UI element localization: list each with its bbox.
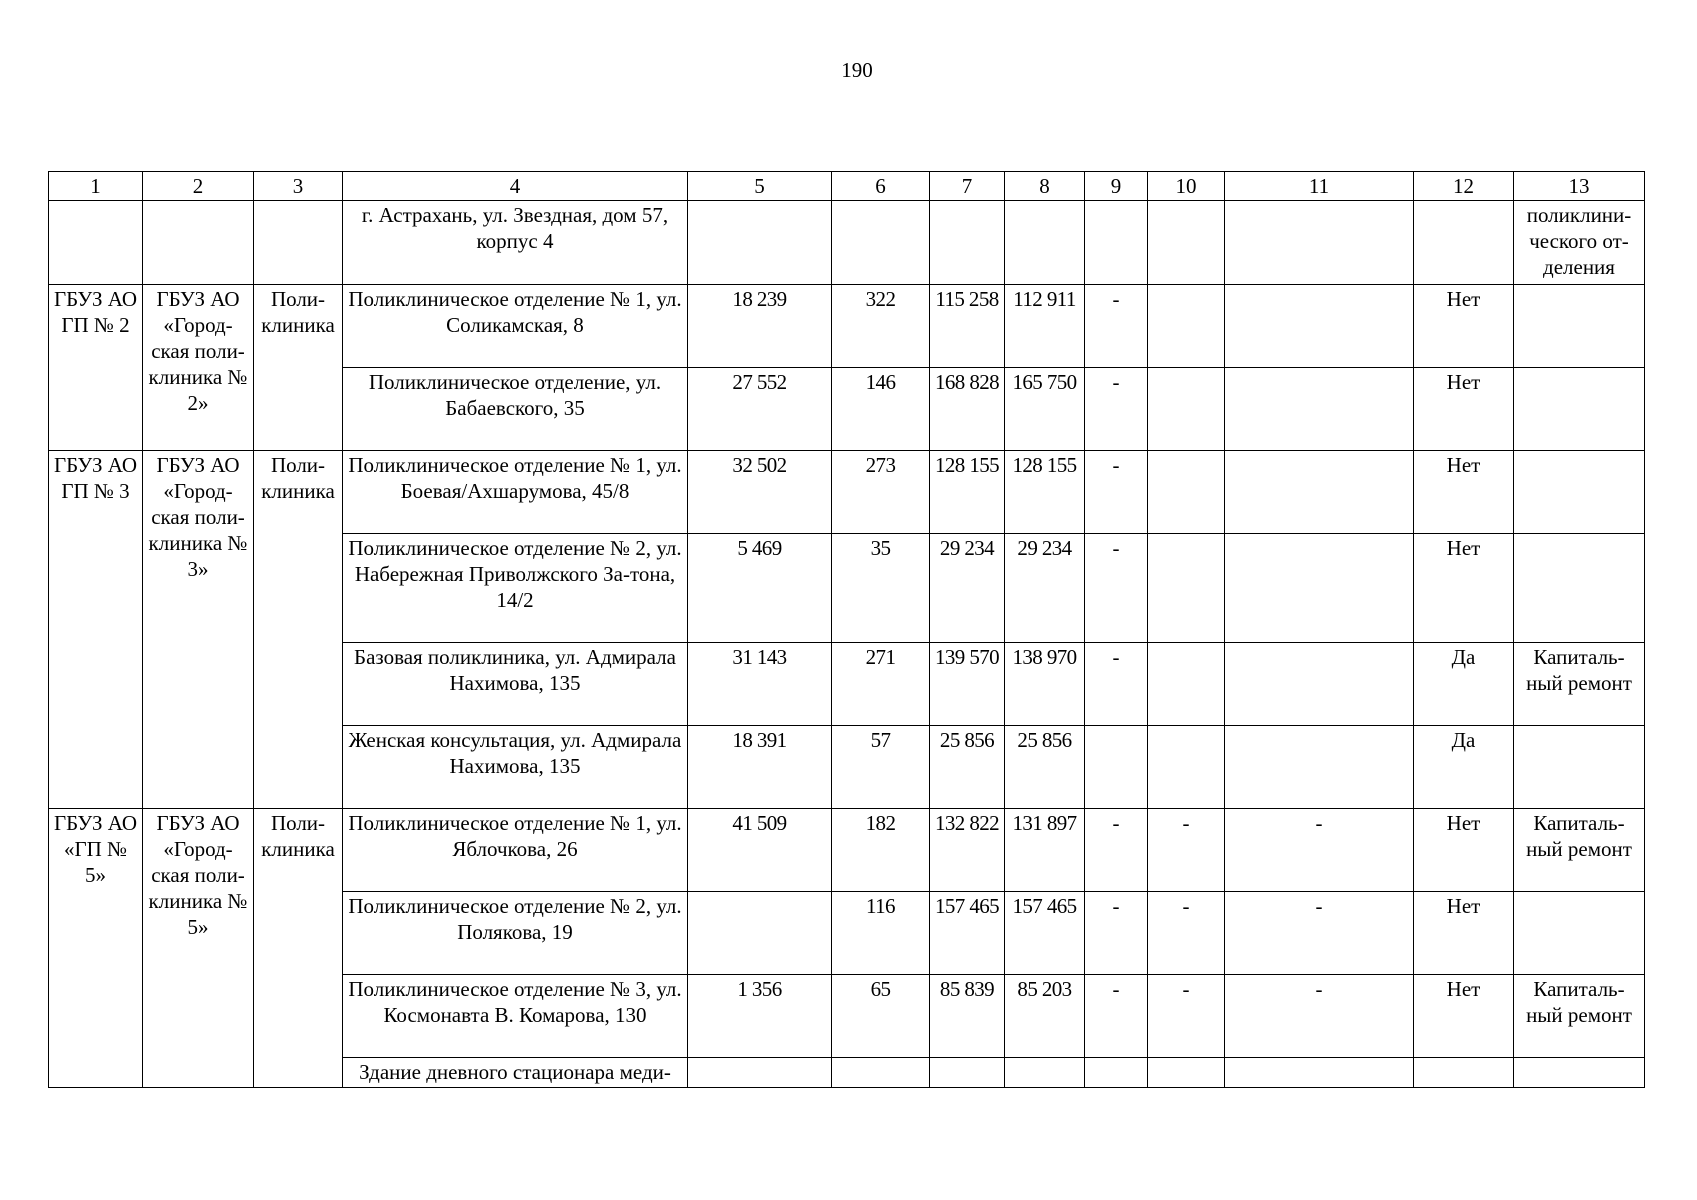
cell-col6: 57 <box>832 726 930 809</box>
cell-col13: Капиталь-ный ремонт <box>1514 643 1645 726</box>
cell-col5 <box>688 201 832 285</box>
cell-org-full: ГБУЗ АО «Город-ская поли-клиника № 5» <box>143 809 254 1088</box>
column-number: 8 <box>1005 172 1085 201</box>
cell-address: Поликлиническое отделение, ул. Бабаевского, 35 <box>343 368 688 451</box>
cell-col12: Нет <box>1414 368 1514 451</box>
cell-col7: 132 822 <box>930 809 1005 892</box>
cell-col12: Да <box>1414 726 1514 809</box>
cell-address: Поликлиническое отделение № 2, ул. Полякова, 19 <box>343 892 688 975</box>
cell-col6: 271 <box>832 643 930 726</box>
cell-col13: поликлини-ческого от-деления <box>1514 201 1645 285</box>
cell-col9: - <box>1085 285 1148 368</box>
cell-col11 <box>1225 534 1414 643</box>
cell-col8: 157 465 <box>1005 892 1085 975</box>
cell-address: Поликлиническое отделение № 3, ул. Космонавта В. Комарова, 130 <box>343 975 688 1058</box>
cell-col13 <box>1514 285 1645 368</box>
cell-col7 <box>930 1058 1005 1088</box>
cell-col6: 116 <box>832 892 930 975</box>
cell-col11 <box>1225 285 1414 368</box>
column-number: 7 <box>930 172 1005 201</box>
cell-col7: 29 234 <box>930 534 1005 643</box>
cell-col10 <box>1148 285 1225 368</box>
column-number: 6 <box>832 172 930 201</box>
cell-col10 <box>1148 201 1225 285</box>
cell-col7: 128 155 <box>930 451 1005 534</box>
cell-col6: 35 <box>832 534 930 643</box>
cell-col11 <box>1225 643 1414 726</box>
cell-col6: 65 <box>832 975 930 1058</box>
cell-col6: 322 <box>832 285 930 368</box>
cell-col7: 168 828 <box>930 368 1005 451</box>
cell-col11: - <box>1225 892 1414 975</box>
page-number: 190 <box>841 58 873 82</box>
cell-col8: 25 856 <box>1005 726 1085 809</box>
cell-col12: Нет <box>1414 285 1514 368</box>
column-number: 2 <box>143 172 254 201</box>
cell-col10 <box>1148 534 1225 643</box>
cell-col8: 29 234 <box>1005 534 1085 643</box>
cell-col13: Капиталь-ный ремонт <box>1514 975 1645 1058</box>
cell-col5: 41 509 <box>688 809 832 892</box>
cell-type: Поли-клиника <box>254 451 343 809</box>
cell-col12 <box>1414 1058 1514 1088</box>
cell-org-short: ГБУЗ АО ГП № 2 <box>49 285 143 451</box>
cell-address: г. Астрахань, ул. Звездная, дом 57, корпус 4 <box>343 201 688 285</box>
cell-col10 <box>1148 726 1225 809</box>
cell-col10 <box>1148 368 1225 451</box>
cell-col7: 25 856 <box>930 726 1005 809</box>
table-row <box>49 451 1645 534</box>
column-number: 1 <box>49 172 143 201</box>
cell-col11: - <box>1225 809 1414 892</box>
cell-col9 <box>1085 726 1148 809</box>
cell-col5: 1 356 <box>688 975 832 1058</box>
cell-col8: 112 911 <box>1005 285 1085 368</box>
cell-col10: - <box>1148 975 1225 1058</box>
cell-col8 <box>1005 1058 1085 1088</box>
cell-col7: 85 839 <box>930 975 1005 1058</box>
cell-col9: - <box>1085 892 1148 975</box>
cell-col12 <box>1414 201 1514 285</box>
column-number: 4 <box>343 172 688 201</box>
cell-col11: - <box>1225 975 1414 1058</box>
cell-org-short: ГБУЗ АО «ГП № 5» <box>49 809 143 1088</box>
cell-col6 <box>832 201 930 285</box>
cell-col6: 146 <box>832 368 930 451</box>
cell-address: Поликлиническое отделение № 1, ул. Яблочкова, 26 <box>343 809 688 892</box>
cell-col11 <box>1225 201 1414 285</box>
cell-col10 <box>1148 1058 1225 1088</box>
cell-col5: 32 502 <box>688 451 832 534</box>
cell-org-short: ГБУЗ АО ГП № 3 <box>49 451 143 809</box>
column-number: 9 <box>1085 172 1148 201</box>
cell-col10: - <box>1148 892 1225 975</box>
cell-col5: 18 391 <box>688 726 832 809</box>
cell-address: Здание дневного стационара меди- <box>343 1058 688 1088</box>
cell-col6: 182 <box>832 809 930 892</box>
cell-col5: 5 469 <box>688 534 832 643</box>
column-number: 12 <box>1414 172 1514 201</box>
table-row <box>49 809 1645 892</box>
cell-empty <box>254 201 343 285</box>
column-number: 11 <box>1225 172 1414 201</box>
cell-empty <box>143 201 254 285</box>
cell-address: Поликлиническое отделение № 2, ул. Набережная Приволжского За-тона, 14/2 <box>343 534 688 643</box>
cell-address: Поликлиническое отделение № 1, ул. Боевая/Ахшарумова, 45/8 <box>343 451 688 534</box>
cell-address: Базовая поликлиника, ул. Адмирала Нахимова, 135 <box>343 643 688 726</box>
cell-type: Поли-клиника <box>254 809 343 1088</box>
table-row <box>49 285 1645 368</box>
cell-col9: - <box>1085 368 1148 451</box>
cell-col7 <box>930 201 1005 285</box>
cell-col5 <box>688 1058 832 1088</box>
cell-col11 <box>1225 1058 1414 1088</box>
cell-col9: - <box>1085 809 1148 892</box>
cell-col7: 157 465 <box>930 892 1005 975</box>
facilities-table <box>48 171 1645 1088</box>
cell-col8: 131 897 <box>1005 809 1085 892</box>
cell-col9: - <box>1085 534 1148 643</box>
cell-org-full: ГБУЗ АО «Город-ская поли-клиника № 2» <box>143 285 254 451</box>
cell-col12: Да <box>1414 643 1514 726</box>
column-number: 10 <box>1148 172 1225 201</box>
cell-col10 <box>1148 451 1225 534</box>
column-number: 13 <box>1514 172 1645 201</box>
column-number-row <box>49 172 1645 201</box>
cell-col8 <box>1005 201 1085 285</box>
cell-col11 <box>1225 368 1414 451</box>
cell-col10 <box>1148 643 1225 726</box>
cell-col12: Нет <box>1414 892 1514 975</box>
cell-col9: - <box>1085 975 1148 1058</box>
cell-col7: 115 258 <box>930 285 1005 368</box>
cell-col8: 85 203 <box>1005 975 1085 1058</box>
cell-org-full: ГБУЗ АО «Город-ская поли-клиника № 3» <box>143 451 254 809</box>
cell-col13 <box>1514 726 1645 809</box>
column-number: 3 <box>254 172 343 201</box>
cell-col6: 273 <box>832 451 930 534</box>
cell-col8: 138 970 <box>1005 643 1085 726</box>
cell-col11 <box>1225 726 1414 809</box>
cell-col12: Нет <box>1414 809 1514 892</box>
cell-col13 <box>1514 892 1645 975</box>
cell-col12: Нет <box>1414 975 1514 1058</box>
cell-address: Поликлиническое отделение № 1, ул. Соликамская, 8 <box>343 285 688 368</box>
cell-col9 <box>1085 201 1148 285</box>
cell-col9: - <box>1085 643 1148 726</box>
cell-col6 <box>832 1058 930 1088</box>
cell-col9 <box>1085 1058 1148 1088</box>
cell-empty <box>49 201 143 285</box>
cell-col5: 27 552 <box>688 368 832 451</box>
cell-col13 <box>1514 534 1645 643</box>
cell-col10: - <box>1148 809 1225 892</box>
cell-col13 <box>1514 1058 1645 1088</box>
cell-address: Женская консультация, ул. Адмирала Нахимова, 135 <box>343 726 688 809</box>
cell-col9: - <box>1085 451 1148 534</box>
cell-col12: Нет <box>1414 534 1514 643</box>
cell-col13: Капиталь-ный ремонт <box>1514 809 1645 892</box>
cell-col12: Нет <box>1414 451 1514 534</box>
cell-col5: 18 239 <box>688 285 832 368</box>
cell-col8: 165 750 <box>1005 368 1085 451</box>
cell-col5 <box>688 892 832 975</box>
table-row <box>49 201 1645 285</box>
cell-col13 <box>1514 451 1645 534</box>
cell-col13 <box>1514 368 1645 451</box>
cell-col11 <box>1225 451 1414 534</box>
cell-col5: 31 143 <box>688 643 832 726</box>
cell-col8: 128 155 <box>1005 451 1085 534</box>
column-number: 5 <box>688 172 832 201</box>
cell-type: Поли-клиника <box>254 285 343 451</box>
cell-col7: 139 570 <box>930 643 1005 726</box>
